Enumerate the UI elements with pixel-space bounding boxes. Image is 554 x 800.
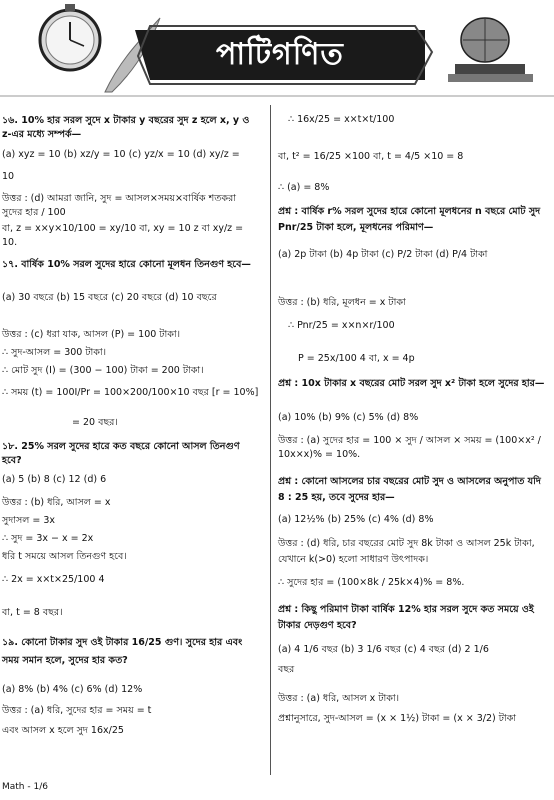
- stopwatch-icon: [40, 4, 100, 70]
- answer-17-line-4: ∴ সময় (t) = 100I/Pr = 100×200/100×10 বছর [r = 10%]: [2, 387, 259, 398]
- question-16: ১৬. 10% হার সরল সুদে x টাকার y বছরের সুদ z হলে x, y ও z-এর মধ্যে সম্পর্ক—: [2, 115, 250, 140]
- chapter-banner: [0, 0, 554, 100]
- answer-18-line-2: সুদাসল = 3x: [2, 515, 56, 526]
- answer-20-line-1: উত্তর : (b) ধরি, মূলধন = x টাকা: [278, 297, 406, 308]
- answer-18-line-6: বা, t = 8 বছর।: [2, 607, 63, 618]
- answer-18-line-3: ∴ সুদ = 3x − x = 2x: [2, 533, 94, 544]
- globe-icon: [448, 18, 533, 82]
- question-23: প্রশ্ন : কিছু পরিমাণ টাকা বার্ষিক 12% হার সরল সুদে কত সময়ে ওই টাকার দেড়গুণ হবে?: [278, 604, 534, 631]
- answer-21: উত্তর : (a) সুদের হার = 100 × সুদ / আসল × সময় = (100×x² / 10x×x)% = 10%.: [278, 435, 541, 460]
- answer-17-line-2: ∴ সুদ-আসল = 300 টাকা।: [2, 347, 107, 358]
- question-22-options: (a) 12½% (b) 25% (c) 4% (d) 8%: [278, 514, 434, 525]
- column-divider: [270, 105, 271, 775]
- answer-19-result: ∴ (a) = 8%: [278, 182, 330, 193]
- answer-20-line-2: ∴ Pnr/25 = x×n×r/100: [288, 320, 395, 331]
- question-17-options: (a) 30 বছরে (b) 15 বছরে (c) 20 বছরে (d) 10 বছরে: [2, 292, 217, 303]
- answer-18-line-5: ∴ 2x = x×t×25/100 4: [2, 574, 105, 585]
- answer-23-line-2: প্রশ্নানুসারে, সুদ-আসল = (x × 1½) টাকা = (x × 3/2) টাকা: [278, 713, 517, 724]
- answer-19-line-2: এবং আসল x হলে সুদ 16x/25: [2, 725, 124, 736]
- answer-16-derivation: বা, z = x×y×10/100 = xy/10 বা, xy = 10 z বা xy/z = 10.: [2, 223, 244, 248]
- answer-19-line-3: ∴ 16x/25 = x×t×t/100: [288, 114, 395, 125]
- question-21: প্রশ্ন : 10x টাকার x বছরের মোট সরল সুদ x² টাকা হলে সুদের হার—: [278, 378, 545, 389]
- answer-23-line-1: উত্তর : (a) ধরি, আসল x টাকা।: [278, 693, 400, 704]
- answer-18-line-1: উত্তর : (b) ধরি, আসল = x: [2, 497, 111, 508]
- question-19: ১৯. কোনো টাকার সুদ ওই টাকার 16/25 গুণ। সুদের হার এবং সময় সমান হলে, সুদের হার কত?: [2, 637, 243, 666]
- question-19-options: (a) 8% (b) 4% (c) 6% (d) 12%: [2, 684, 143, 695]
- question-18-options: (a) 5 (b) 8 (c) 12 (d) 6: [2, 474, 107, 485]
- answer-17-line-3: ∴ মোট সুদ (I) = (300 − 100) টাকা = 200 টাকা।: [2, 365, 204, 376]
- answer-16-formula: উত্তর : (d) আমরা জানি, সুদ = আসল×সময়×বার্ষিক শতকরা সুদের হার / 100: [2, 193, 236, 218]
- question-18: ১৮. 25% সরল সুদের হারে কত বছরে কোনো আসল তিনগুণ হবে?: [2, 441, 240, 466]
- question-22: প্রশ্ন : কোনো আসলের চার বছরের মোট সুদ ও আসলের অনুপাত যদি 8 : 25 হয়, তবে সুদের হার—: [278, 476, 541, 503]
- chapter-title: পাটিগণিত: [216, 37, 344, 72]
- answer-22-line-2: ∴ সুদের হার = (100×8k / 25k×4)% = 8%.: [278, 577, 465, 588]
- question-20: প্রশ্ন : বার্ষিক r% সরল সুদের হারে কোনো মূলধনের n বছরে মোট সুদ Pnr/25 টাকা হলে, মূলধনের পরিমাণ—: [278, 206, 541, 233]
- question-23-options: (a) 4 1/6 বছর (b) 3 1/6 বছর (c) 4 বছর (d) 2 1/6 বছর: [278, 644, 489, 675]
- answer-17-line-1: উত্তর : (c) ধরা যাক, আসল (P) = 100 টাকা।: [2, 329, 181, 340]
- answer-19-line-4: বা, t² = 16/25 ×100 বা, t = 4/5 ×10 = 8: [278, 151, 464, 162]
- answer-19-line-1: উত্তর : (a) ধরি, সুদের হার = সময় = t: [2, 705, 152, 716]
- answer-20-line-3: P = 25x/100 4 বা, x = 4p: [298, 353, 415, 364]
- answer-17-line-5: = 20 বছর।: [72, 417, 118, 428]
- answer-18-line-4: ধরি t সময়ে আসল তিনগুণ হবে।: [2, 551, 127, 562]
- question-20-options: (a) 2p টাকা (b) 4p টাকা (c) P/2 টাকা (d) P/4 টাকা: [278, 249, 488, 260]
- page-footer: Math - 1/6: [2, 782, 48, 792]
- question-17: ১৭. বার্ষিক 10% সরল সুদের হারে কোনো মূলধন তিনগুণ হবে—: [2, 259, 251, 270]
- answer-22-line-1: উত্তর : (d) ধরি, চার বছরের মোট সুদ 8k টাকা ও আসল 25k টাকা, যেখানে k(>0) হলো সাধারণ উৎপাদক।: [278, 538, 535, 565]
- question-16-options: (a) xyz = 10 (b) xz/y = 10 (c) yz/x = 10 (d) xy/z = 10: [2, 149, 240, 182]
- question-21-options: (a) 10% (b) 9% (c) 5% (d) 8%: [278, 412, 419, 423]
